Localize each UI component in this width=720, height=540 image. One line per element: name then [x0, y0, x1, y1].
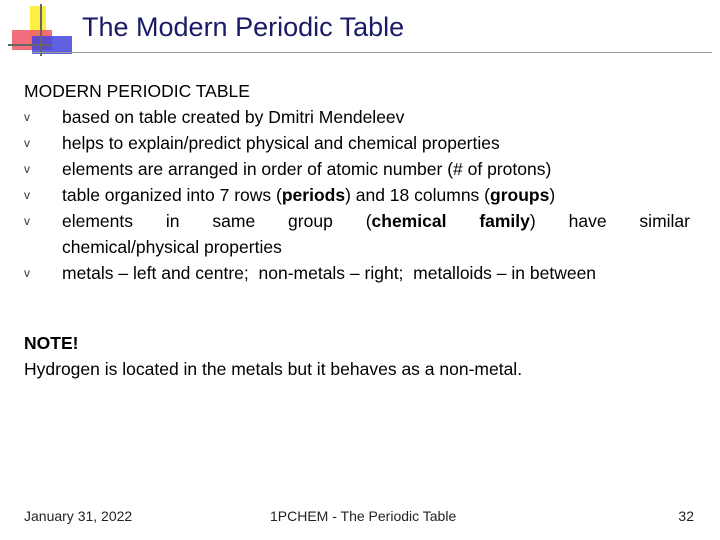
bullet-text	[62, 185, 555, 205]
checkmark-bullet-icon: v	[24, 266, 30, 280]
bullet-item	[24, 130, 690, 156]
bullet-text: metals – left and centre; non-metals – right; metalloids – in between	[62, 263, 597, 283]
bullet-text-line1	[62, 208, 690, 234]
note-heading: NOTE!	[24, 333, 79, 353]
logo-vertical-line	[40, 4, 42, 56]
term-chemical-family: chemical family	[371, 211, 530, 231]
checkmark-bullet-icon: v	[24, 214, 30, 228]
bullet-text-part: table organized into 7 rows (	[62, 185, 282, 205]
page-number: 32	[678, 508, 694, 524]
checkmark-bullet-icon: v	[24, 110, 30, 124]
bullet-text: elements are arranged in order of atomic number (# of protons)	[62, 159, 552, 179]
bullet-text-part: ) have similar	[529, 211, 690, 231]
checkmark-bullet-icon: v	[24, 162, 30, 176]
logo-horizontal-line	[8, 44, 52, 46]
checkmark-bullet-icon: v	[24, 188, 30, 202]
bullet-text-part: elements in same group (	[62, 211, 372, 231]
bullet-item	[24, 156, 690, 182]
bullet-item	[24, 260, 690, 286]
bullet-text: based on table created by Dmitri Mendeleev	[62, 107, 405, 127]
term-periods: periods	[281, 185, 346, 205]
title-divider	[32, 52, 712, 53]
bullet-text-part: ) and 18 columns (	[345, 185, 490, 205]
bullet-item	[24, 208, 690, 260]
bullet-text-line2: chemical/physical properties	[62, 237, 282, 257]
term-groups: groups	[490, 185, 550, 205]
section-heading: MODERN PERIODIC TABLE	[24, 81, 250, 101]
bullet-item	[24, 182, 690, 208]
checkmark-bullet-icon: v	[24, 136, 30, 150]
bullet-item	[24, 104, 690, 130]
slide-title: The Modern Periodic Table	[82, 12, 405, 42]
bullet-text: helps to explain/predict physical and chemical properties	[62, 133, 500, 153]
note-text: Hydrogen is located in the metals but it behaves as a non-metal.	[24, 359, 523, 379]
footer-date: January 31, 2022	[24, 508, 133, 524]
bullet-list	[24, 104, 690, 286]
bullet-text-part: )	[549, 185, 556, 205]
note-block	[24, 330, 522, 382]
slide-body	[24, 78, 690, 286]
footer-title: 1PCHEM - The Periodic Table	[270, 508, 457, 524]
